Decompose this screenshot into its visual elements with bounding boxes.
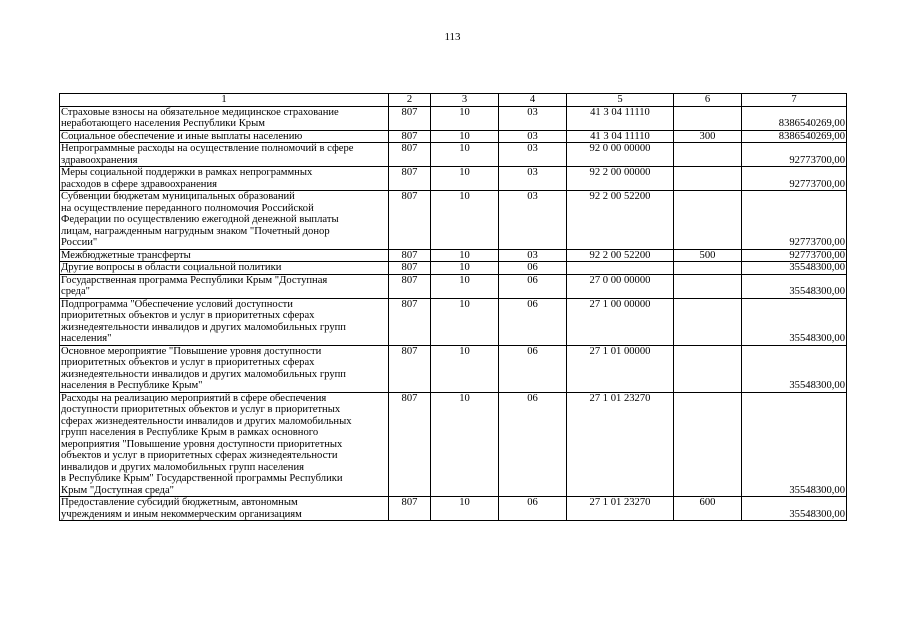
- table-row: [60, 191, 847, 250]
- subsection-code: 06: [499, 262, 567, 275]
- budget-table: [59, 93, 847, 521]
- description-line: сферах жизнедеятельности инвалидов и других маломобильных: [61, 415, 352, 427]
- section-code: 10: [431, 497, 499, 521]
- section-code: 10: [431, 345, 499, 392]
- ministry-code: 807: [389, 167, 431, 191]
- target-article-code: 27 1 01 23270: [567, 497, 674, 521]
- table-row: [60, 143, 847, 167]
- expense-type-code: [674, 106, 742, 130]
- description-line: инвалидов и других маломобильных групп населения: [61, 461, 305, 473]
- description-line: Межбюджетные трансферты: [61, 249, 191, 261]
- subsection-code: 06: [499, 497, 567, 521]
- row-description: [60, 274, 389, 298]
- description-line: Основное мероприятие "Повышение уровня доступности: [61, 345, 322, 357]
- description-line: групп населения в Республике Крым в рамках основного: [61, 427, 319, 438]
- column-header: 3: [431, 94, 499, 107]
- amount: 35548300,00: [742, 497, 847, 521]
- table-row: [60, 130, 847, 143]
- section-code: 10: [431, 130, 499, 143]
- ministry-code: 807: [389, 262, 431, 275]
- page-number: 113: [444, 31, 461, 43]
- subsection-code: 03: [499, 167, 567, 191]
- amount: 92773700,00: [742, 143, 847, 167]
- description-line: Меры социальной поддержки в рамках непрограммных: [61, 167, 313, 178]
- description-line: лицам, награжденным нагрудным знаком "Почетный донор: [61, 225, 330, 237]
- table-row: [60, 298, 847, 345]
- subsection-code: 06: [499, 274, 567, 298]
- section-code: 10: [431, 106, 499, 130]
- target-article-code: 41 3 04 11110: [567, 106, 674, 130]
- expense-type-code: [674, 262, 742, 275]
- table-row: [60, 262, 847, 275]
- amount: 35548300,00: [742, 298, 847, 345]
- table-row: [60, 167, 847, 191]
- ministry-code: 807: [389, 130, 431, 143]
- description-line: Крым "Доступная среда": [61, 484, 174, 496]
- row-description: [60, 191, 389, 250]
- section-code: 10: [431, 274, 499, 298]
- subsection-code: 03: [499, 249, 567, 262]
- description-line: в Республике Крым" Государственной программы Республики: [61, 473, 343, 484]
- description-line: Государственная программа Республики Крым "Доступная: [61, 274, 328, 286]
- ministry-code: 807: [389, 191, 431, 250]
- description-line: России": [61, 237, 98, 248]
- amount: 92773700,00: [742, 167, 847, 191]
- expense-type-code: [674, 298, 742, 345]
- section-code: 10: [431, 249, 499, 262]
- row-description: [60, 249, 389, 262]
- description-line: объектов и услуг в приоритетных сферах жизнедеятельности: [61, 450, 338, 461]
- expense-type-code: 300: [674, 130, 742, 143]
- description-line: здравоохранения: [61, 154, 138, 166]
- target-article-code: 41 3 04 11110: [567, 130, 674, 143]
- subsection-code: 06: [499, 345, 567, 392]
- amount: 35548300,00: [742, 262, 847, 275]
- subsection-code: 03: [499, 191, 567, 250]
- expense-type-code: [674, 345, 742, 392]
- subsection-code: 06: [499, 392, 567, 497]
- amount: 92773700,00: [742, 191, 847, 250]
- subsection-code: 03: [499, 130, 567, 143]
- expense-type-code: [674, 167, 742, 191]
- table-row: [60, 106, 847, 130]
- section-code: 10: [431, 392, 499, 497]
- description-line: Страховые взносы на обязательное медицинское страхование: [61, 106, 339, 118]
- target-article-code: 92 0 00 00000: [567, 143, 674, 167]
- table-row: [60, 392, 847, 497]
- expense-type-code: [674, 274, 742, 298]
- row-description: [60, 262, 389, 275]
- description-line: Непрограммные расходы на осуществление полномочий в сфере: [61, 143, 354, 154]
- column-header: 2: [389, 94, 431, 107]
- subsection-code: 06: [499, 298, 567, 345]
- row-description: [60, 130, 389, 143]
- expense-type-code: [674, 392, 742, 497]
- row-description: [60, 497, 389, 521]
- description-line: доступности приоритетных объектов и услуг в приоритетных: [61, 404, 341, 415]
- amount: 8386540269,00: [742, 106, 847, 130]
- description-line: приоритетных объектов и услуг в приоритетных сферах: [61, 310, 315, 321]
- ministry-code: 807: [389, 143, 431, 167]
- ministry-code: 807: [389, 298, 431, 345]
- amount: 35548300,00: [742, 274, 847, 298]
- table-header-row: [60, 94, 847, 107]
- description-line: расходов в сфере здравоохранения: [61, 178, 217, 190]
- description-line: жизнедеятельности инвалидов и других маломобильных групп: [61, 321, 346, 333]
- expense-type-code: [674, 191, 742, 250]
- description-line: среда": [61, 286, 90, 297]
- description-line: населения": [61, 333, 112, 344]
- subsection-code: 03: [499, 143, 567, 167]
- description-line: на осуществление переданного полномочия Российской: [61, 202, 314, 214]
- subsection-code: 03: [499, 106, 567, 130]
- target-article-code: 27 1 00 00000: [567, 298, 674, 345]
- table-row: [60, 497, 847, 521]
- ministry-code: 807: [389, 274, 431, 298]
- description-line: Подпрограмма "Обеспечение условий доступности: [61, 298, 293, 310]
- description-line: Расходы на реализацию мероприятий в сфере обеспечения: [61, 392, 327, 404]
- target-article-code: 92 2 00 52200: [567, 249, 674, 262]
- target-article-code: 27 1 01 23270: [567, 392, 674, 497]
- column-header: 1: [60, 94, 389, 107]
- target-article-code: [567, 262, 674, 275]
- ministry-code: 807: [389, 392, 431, 497]
- column-header: 5: [567, 94, 674, 107]
- row-description: [60, 345, 389, 392]
- column-header: 4: [499, 94, 567, 107]
- target-article-code: 92 2 00 52200: [567, 191, 674, 250]
- description-line: Федерации по осуществлению ежегодной денежной выплаты: [61, 214, 339, 225]
- description-line: приоритетных объектов и услуг в приоритетных сферах: [61, 357, 315, 368]
- description-line: Субвенции бюджетам муниципальных образований: [61, 191, 295, 202]
- expense-type-code: 600: [674, 497, 742, 521]
- section-code: 10: [431, 167, 499, 191]
- amount: 8386540269,00: [742, 130, 847, 143]
- table-row: [60, 345, 847, 392]
- ministry-code: 807: [389, 345, 431, 392]
- row-description: [60, 106, 389, 130]
- row-description: [60, 143, 389, 167]
- amount: 35548300,00: [742, 345, 847, 392]
- target-article-code: 27 0 00 00000: [567, 274, 674, 298]
- expense-type-code: 500: [674, 249, 742, 262]
- row-description: [60, 167, 389, 191]
- description-line: Социальное обеспечение и иные выплаты населению: [61, 130, 303, 142]
- section-code: 10: [431, 262, 499, 275]
- column-header: 7: [742, 94, 847, 107]
- target-article-code: 27 1 01 00000: [567, 345, 674, 392]
- description-line: Другие вопросы в области социальной политики: [61, 262, 282, 273]
- description-line: населения в Республике Крым": [61, 380, 203, 391]
- ministry-code: 807: [389, 249, 431, 262]
- row-description: [60, 392, 389, 497]
- description-line: жизнедеятельности инвалидов и других маломобильных групп: [61, 368, 346, 380]
- target-article-code: 92 2 00 00000: [567, 167, 674, 191]
- amount: 35548300,00: [742, 392, 847, 497]
- table-row: [60, 274, 847, 298]
- section-code: 10: [431, 298, 499, 345]
- description-line: учреждениям и иным некоммерческим организациям: [61, 508, 302, 520]
- description-line: неработающего населения Республики Крым: [61, 118, 265, 129]
- column-header: 6: [674, 94, 742, 107]
- description-line: мероприятия "Повышение уровня доступности приоритетных: [61, 438, 343, 450]
- ministry-code: 807: [389, 106, 431, 130]
- ministry-code: 807: [389, 497, 431, 521]
- description-line: Предоставление субсидий бюджетным, автономным: [61, 497, 298, 508]
- row-description: [60, 298, 389, 345]
- section-code: 10: [431, 191, 499, 250]
- table-row: [60, 249, 847, 262]
- expense-type-code: [674, 143, 742, 167]
- section-code: 10: [431, 143, 499, 167]
- amount: 92773700,00: [742, 249, 847, 262]
